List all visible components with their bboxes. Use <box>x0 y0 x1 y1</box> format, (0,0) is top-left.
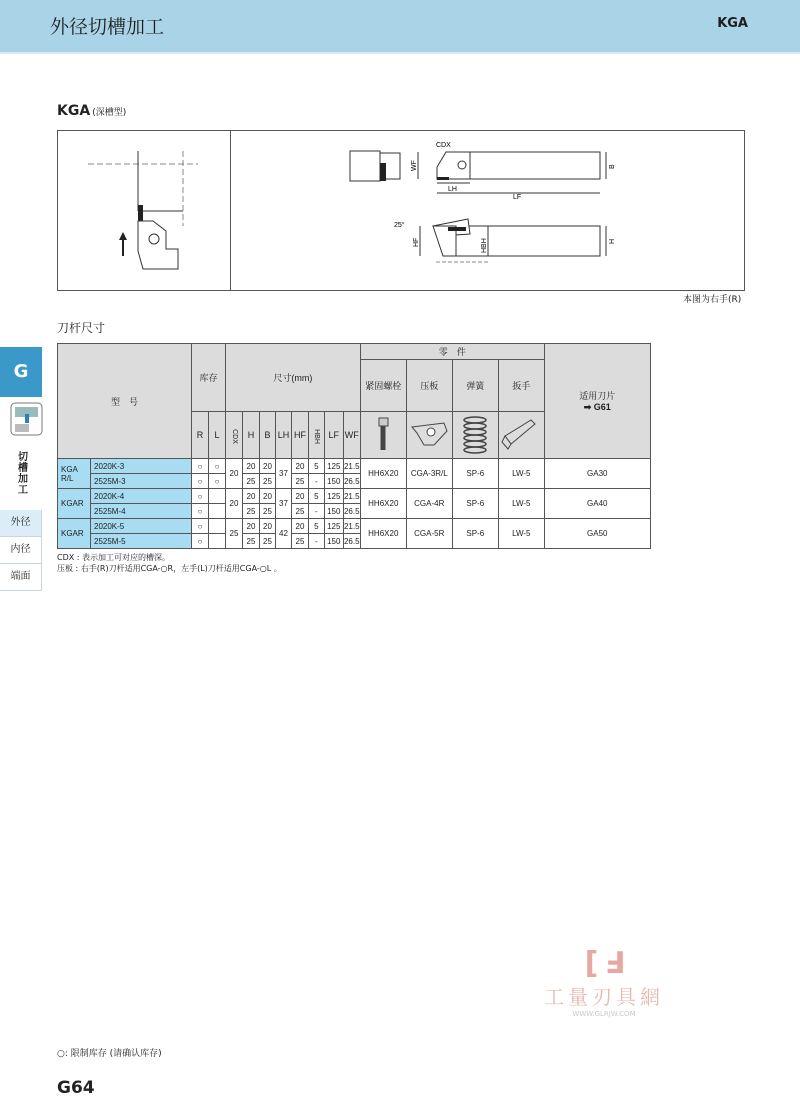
stock-r-cell: ○ <box>192 534 209 549</box>
hf-cell: 20 <box>292 489 309 504</box>
hf-cell: 25 <box>292 504 309 519</box>
footer-note: ○: 限制库存 (请确认库存) <box>57 1049 162 1059</box>
stock-r-cell: ○ <box>192 474 209 489</box>
lf-cell: 150 <box>324 474 343 489</box>
sub-header-l: L <box>209 412 226 459</box>
spring-cell: SP-6 <box>452 459 498 489</box>
b-cell: 25 <box>260 474 276 489</box>
dim-lh: LH <box>448 186 457 193</box>
hf-cell: 20 <box>292 519 309 534</box>
table-row <box>58 489 651 504</box>
model-cell: 2525M-3 <box>91 474 192 489</box>
hf-cell: 25 <box>292 534 309 549</box>
wrench-cell: LW-5 <box>498 519 544 549</box>
wf-cell: 21.5 <box>343 459 360 474</box>
dim-lf: LF <box>513 194 522 201</box>
wf-cell: 21.5 <box>343 489 360 504</box>
h-cell: 25 <box>243 534 260 549</box>
wf-cell: 26.5 <box>343 534 360 549</box>
dim-h: H <box>609 238 616 244</box>
stock-r-cell: ○ <box>192 489 209 504</box>
b-cell: 20 <box>260 459 276 474</box>
cdx-cell: 20 <box>226 489 243 519</box>
spec-table-body <box>58 459 651 549</box>
dim-wf: WF <box>411 160 418 171</box>
sub-header-lh: LH <box>276 412 292 459</box>
spring-image <box>452 412 498 459</box>
watermark-url: WWW.GLRJW.COM <box>572 1010 636 1018</box>
insert-cell: GA30 <box>544 459 650 489</box>
type-header: 型 号 <box>58 344 192 459</box>
part-wrench-header: 扳手 <box>498 360 544 412</box>
section-title: 刀杆尺寸 <box>57 321 106 335</box>
wrench-cell: LW-5 <box>498 489 544 519</box>
hbh-cell: 5 <box>309 459 325 474</box>
hf-cell: 25 <box>292 474 309 489</box>
lh-cell: 37 <box>276 489 292 519</box>
side-nav <box>0 510 42 591</box>
h-cell: 20 <box>243 519 260 534</box>
model-cell: 2020K-5 <box>91 519 192 534</box>
sub-header-hf: HF <box>292 412 309 459</box>
dim-hf: HF <box>413 237 420 247</box>
nav-internal[interactable]: 内径 <box>0 537 42 564</box>
wrench-image <box>498 412 544 459</box>
lf-cell: 125 <box>324 489 343 504</box>
insert-header-label: 适用刀片 <box>579 391 616 401</box>
wf-cell: 26.5 <box>343 504 360 519</box>
note-clamp: 压板 : 右手(R)刀杆适用CGA-○R，左手(L)刀杆适用CGA-○L 。 <box>57 564 282 573</box>
hf-cell: 20 <box>292 459 309 474</box>
dimension-header: 尺寸(mm) <box>226 344 361 412</box>
watermark-text: 工量刃具網 <box>544 985 664 1009</box>
series-cell: KGAR <box>58 519 91 549</box>
model-cell: 2020K-4 <box>91 489 192 504</box>
part-bolt-header: 紧固螺栓 <box>360 360 406 412</box>
sub-header-r: R <box>192 412 209 459</box>
page-header-code: KGA <box>717 16 748 31</box>
series-cell: KGAR <box>58 489 91 519</box>
lf-cell: 150 <box>324 504 343 519</box>
series-cell: KGA R/L <box>58 459 91 489</box>
h-cell: 20 <box>243 489 260 504</box>
insert-header <box>544 344 650 459</box>
lh-cell: 37 <box>276 459 292 489</box>
chapter-vertical-label: 切槽加工 <box>18 452 28 496</box>
nav-face[interactable]: 端面 <box>0 564 42 591</box>
clamp-image <box>406 412 452 459</box>
sub-header-cdx-label: CDX <box>230 429 238 444</box>
hbh-cell: - <box>309 504 325 519</box>
lh-cell: 42 <box>276 519 292 549</box>
model-cell: 2525M-5 <box>91 534 192 549</box>
bolt-cell: HH6X20 <box>360 519 406 549</box>
spring-cell: SP-6 <box>452 489 498 519</box>
watermark <box>538 946 670 1018</box>
wrench-cell: LW-5 <box>498 459 544 489</box>
watermark-logo: [ Ⅎ <box>584 946 624 981</box>
hbh-cell: - <box>309 474 325 489</box>
stock-r-cell: ○ <box>192 519 209 534</box>
h-cell: 25 <box>243 504 260 519</box>
tool-diagram <box>57 130 745 291</box>
parts-header: 零 件 <box>360 344 544 360</box>
table-notes <box>57 552 282 574</box>
page-number: G64 <box>57 1078 95 1098</box>
diagram-divider <box>230 131 231 290</box>
hbh-cell: 5 <box>309 489 325 504</box>
stock-r-cell: ○ <box>192 504 209 519</box>
insert-ref[interactable]: ➡ G61 <box>583 402 611 412</box>
spring-cell: SP-6 <box>452 519 498 549</box>
stock-l-cell: ○ <box>209 459 226 474</box>
bolt-cell: HH6X20 <box>360 459 406 489</box>
lf-cell: 125 <box>324 459 343 474</box>
diagram-note: 本图为右手(R) <box>683 295 742 305</box>
wf-cell: 26.5 <box>343 474 360 489</box>
sub-header-hbh-label: HBH <box>312 429 320 444</box>
sub-header-lf: LF <box>324 412 343 459</box>
stock-l-cell <box>209 489 226 504</box>
stock-l-cell: ○ <box>209 474 226 489</box>
bolt-cell: HH6X20 <box>360 489 406 519</box>
sub-header-wf: WF <box>343 412 360 459</box>
stock-l-cell <box>209 504 226 519</box>
b-cell: 20 <box>260 519 276 534</box>
model-name: KGA <box>57 103 91 119</box>
dim-cdx: CDX <box>436 142 451 149</box>
h-cell: 20 <box>243 459 260 474</box>
insert-cell: GA40 <box>544 489 650 519</box>
model-cell: 2525M-4 <box>91 504 192 519</box>
stock-l-cell <box>209 534 226 549</box>
b-cell: 20 <box>260 489 276 504</box>
clamp-cell: CGA-5R <box>406 519 452 549</box>
wf-cell: 21.5 <box>343 519 360 534</box>
chapter-tab[interactable]: G <box>0 347 42 397</box>
insert-ref-label: G61 <box>593 402 611 412</box>
dim-hbh: HBH <box>481 238 488 253</box>
grooving-icon <box>10 402 43 436</box>
stock-l-cell <box>209 519 226 534</box>
note-cdx: CDX : 表示加工可对应的槽深。 <box>57 553 171 562</box>
bolt-image <box>360 412 406 459</box>
page-header <box>0 0 800 52</box>
b-cell: 25 <box>260 504 276 519</box>
cdx-cell: 25 <box>226 519 243 549</box>
cdx-cell: 20 <box>226 459 243 489</box>
part-clamp-header: 压板 <box>406 360 452 412</box>
table-row <box>58 519 651 534</box>
part-spring-header: 弹簧 <box>452 360 498 412</box>
sub-header-b: B <box>260 412 276 459</box>
insert-cell: GA50 <box>544 519 650 549</box>
dim-b: B <box>609 164 616 169</box>
stock-r-cell: ○ <box>192 459 209 474</box>
table-row <box>58 459 651 474</box>
nav-external[interactable]: 外径 <box>0 510 42 537</box>
b-cell: 25 <box>260 534 276 549</box>
lf-cell: 125 <box>324 519 343 534</box>
dim-angle: 25° <box>394 222 405 229</box>
hbh-cell: - <box>309 534 325 549</box>
h-cell: 25 <box>243 474 260 489</box>
clamp-cell: CGA-4R <box>406 489 452 519</box>
header-divider <box>0 52 800 54</box>
page-header-title: 外径切槽加工 <box>50 16 165 38</box>
sub-header-h: H <box>243 412 260 459</box>
stock-header: 库存 <box>192 344 226 412</box>
hbh-cell: 5 <box>309 519 325 534</box>
sub-header-cdx <box>226 412 243 459</box>
clamp-cell: CGA-3R/L <box>406 459 452 489</box>
tool-drawing <box>58 131 744 290</box>
lf-cell: 150 <box>324 534 343 549</box>
model-title <box>57 103 126 119</box>
model-cell: 2020K-3 <box>91 459 192 474</box>
spec-table <box>57 343 651 549</box>
model-subtitle: (深槽型) <box>92 108 127 118</box>
sub-header-hbh <box>309 412 325 459</box>
